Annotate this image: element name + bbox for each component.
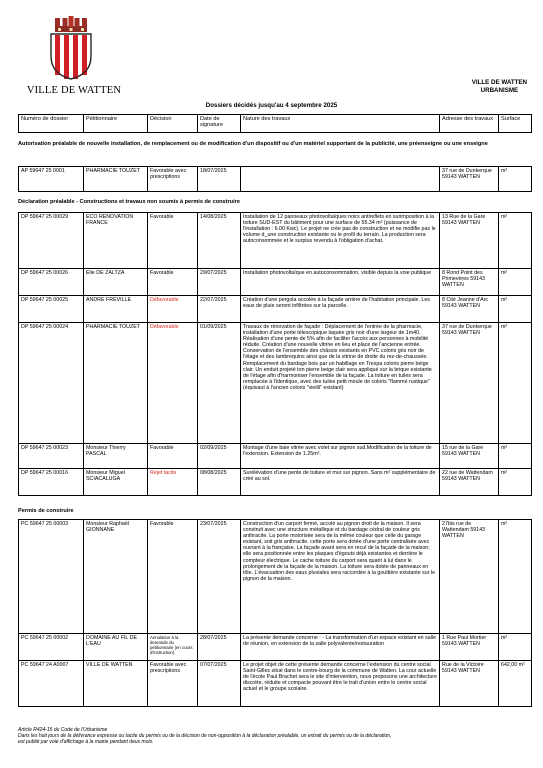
table-row: [19, 269, 532, 296]
cell-num: DP 59647 25 00029: [19, 213, 84, 269]
table-row: [19, 444, 532, 469]
cell-date: 08/08/2025: [198, 469, 241, 496]
cell-num: DP 59647 25 00026: [19, 269, 84, 296]
cell-nature: Création d'une pergola accolée à la façade arrière de l'habitation principale. Les eaux de pluie seront infiltrées sur la parcelle.: [241, 296, 440, 323]
cell-nature: Installation photovoltaïque en autoconsommation, visible depuis la voie publique: [241, 269, 440, 296]
cell-num: DP 59647 25 00024: [19, 323, 84, 444]
cell-decision: Annulation à la demande du pétitionnaire (en cours d'instruction): [148, 634, 198, 661]
table-ap: [18, 166, 532, 192]
legal-footer: [18, 727, 531, 746]
table-row: [19, 213, 532, 269]
cell-date: 02/09/2025: [198, 444, 241, 469]
section-title-ap: Autorisation préalable de nouvelle installation, de remplacement ou de modification d'un dispositif ou d'un matériel supportant de la publicité, une préenseigne ou une enseigne: [18, 141, 488, 147]
cell-address: 15 rue de la Gare 59143 WATTEN: [440, 444, 499, 469]
cell-petitioner: ECO RENOVATION FRANCE: [84, 213, 148, 269]
column-header-row: [19, 115, 532, 133]
table-row: [19, 296, 532, 323]
cell-surface: m²: [499, 213, 532, 269]
cell-address: 1 Rue Paul Mortier 59143 WATTEN: [440, 634, 499, 661]
cell-nature: Montage d'une baie vitrée avec volet sur pignon sud.Modification de la toiture de l'extension. Extension de 1.25m².: [241, 444, 440, 469]
cell-num: AP 59647 25 0001: [19, 167, 84, 192]
organization-header: [472, 79, 527, 95]
cell-date: 23/07/2025: [198, 520, 241, 634]
col-header-petitioner: Pétitionnaire: [84, 115, 148, 133]
cell-petitioner: PHARMACIE TOUZET: [84, 323, 148, 444]
col-header-address: Adresse des travaux: [440, 115, 499, 133]
col-header-decision: Décision: [148, 115, 198, 133]
cell-num: DP 59647 25 00016: [19, 469, 84, 496]
cell-num: PC 59647 24 A0007: [19, 661, 84, 707]
cell-surface: m²: [499, 634, 532, 661]
cell-surface: m²: [499, 323, 532, 444]
cell-address: 8 Cité Jeanne d'Arc 59143 WATTEN: [440, 296, 499, 323]
cell-nature: Surélévation d'une pente de toiture et mur sur pignon. Sans m² supplémentaire de créé au sol.: [241, 469, 440, 496]
table-row: [19, 167, 532, 192]
cell-surface: m²: [499, 469, 532, 496]
cell-decision: Favorable avec prescriptions: [148, 167, 198, 192]
cell-petitioner: PHARMACIE TOUZET: [84, 167, 148, 192]
cell-date: 22/07/2025: [198, 296, 241, 323]
cell-surface: m²: [499, 520, 532, 634]
cell-decision: Favorable: [148, 444, 198, 469]
section-title-pc: Permis de construire: [18, 508, 74, 514]
cell-date: 28/07/2025: [198, 634, 241, 661]
table-row: [19, 520, 532, 634]
table-row: [19, 661, 532, 707]
cell-address: 27bis rue de Wattendam 59143 WATTEN: [440, 520, 499, 634]
cell-num: DP 59647 25 00025: [19, 296, 84, 323]
cell-date: 01/09/2025: [198, 323, 241, 444]
cell-address: Rue de la Victoire 59143 WATTEN: [440, 661, 499, 707]
cell-date: 14/08/2025: [198, 213, 241, 269]
cell-address: 37 rue de Dunkerque 59143 WATTEN: [440, 167, 499, 192]
footer-text-1: Dans les huit jours de la délivrance expresse ou tacite du permis ou de la décision de non-opposition à la déclaration préalable, un extrait du permis ou de la déclaration,: [18, 733, 392, 740]
cell-nature: Installation de 12 panneaux photovoltaïques noirs antireflets en surimposition à la toiture SUD-EST du bâtiment pour une surface de 55.34 m² (puissance de l'installation : 6.00 Kwc). Le projet ne crée pas de construction et ne modifie pas le volume d_une construction existante ou le profil du terrain. La production sera autoconsommée et le surplus revendu à l'obligation d'achat.: [241, 213, 440, 269]
cell-date: 18/07/2025: [198, 167, 241, 192]
col-header-surface: Surface: [499, 115, 532, 133]
cell-petitioner: Monsieur Miguel SCIACALUGA: [84, 469, 148, 496]
org-name: VILLE DE WATTEN: [471, 79, 527, 86]
town-name: VILLE DE WATTEN: [26, 85, 122, 96]
cell-nature: Travaux de rénovation de façade : Déplacement de l'entrée de la pharmacie, installation d'une porte télescopique laquée gris noir d'une largeur de 1m40. Réalisation d'une pente de 5% afin de faciliter l'accès aux personnes à mobilité réduite. Création d'une nouvelle vitrine en lieu et place de l'ancienne entrée. Conservation de l'ensemble des châssis existants en PVC coloris gris noir de l'étage et des lambrequins ainsi que de la vitrine de droite du rez-de-chaussée. Remplacement du bardage bois par un habillage en Trespa coloris pierre beige clair. Un enduit projeté ton pierre beige clair sera appliqué sur la brique existante de l'étage afin d'harmoniser l'ensemble de la façade. La toiture en tuiles sera remplacée à l'identique, avec des tuiles petit moule de coloris "flammé rustique" (équivaut à l'ancien coloris "vieilli" existant): [241, 323, 440, 444]
cell-decision: Favorable avec prescriptions: [148, 661, 198, 707]
cell-surface: 642,00 m²: [499, 661, 532, 707]
cell-petitioner: ANDRE FREVILLE: [84, 296, 148, 323]
cell-date: 29/07/2025: [198, 269, 241, 296]
cell-petitioner: Elie DE ZALTZA: [84, 269, 148, 296]
cell-address: 37 rue de Dunkerque 59143 WATTEN: [440, 323, 499, 444]
document-title: Dossiers décidés jusqu'au 4 septembre 2025: [205, 102, 338, 109]
cell-petitioner: VILLE DE WATTEN: [84, 661, 148, 707]
table-dp: [18, 212, 532, 496]
cell-address: 13 Rue de la Gare 59143 WATTEN: [440, 213, 499, 269]
cell-decision: Défavorable: [148, 296, 198, 323]
cell-decision: Rejet tacite: [148, 469, 198, 496]
cell-petitioner: DOMAINE AU FIL DE L'EAU: [84, 634, 148, 661]
section-title-dp: Déclaration préalable - Constructions et travaux non soumis à permis de construire: [18, 199, 240, 205]
cell-num: PC 59647 25 00002: [19, 634, 84, 661]
table-row: [19, 469, 532, 496]
col-header-date: Date de signature: [198, 115, 241, 133]
cell-num: DP 59647 25 00023: [19, 444, 84, 469]
cell-num: PC 59647 25 00003: [19, 520, 84, 634]
cell-surface: m²: [499, 296, 532, 323]
cell-petitioner: Monsieur Raphaël GIONNANE: [84, 520, 148, 634]
cell-decision: Favorable: [148, 269, 198, 296]
cell-nature: Construction d'un carport fermé, accolé au pignon droit de la maison. Il sera construit avec une structure métallique et du bardage cédral de couleur gris anthracite. La porte motorisée sera de la même couleur que celle du garage existant, soit gris anthracite. cette porte sera dotée d'une porte centralisée avec ouvrant à la française. La façade avant sera en recul de la façade de la maison; elle sera positionnée entre les plaques d'égouts déjà existantes et derrière le compteur électrique. Le cache toiture du carport sera quant à lui dans le prolongement de la façade de la maison. La toiture sera dotée de panneaux en tôle. L'évacuation des eaux pluviales sera raccordée à la gouttière existante sur le pignon de la maison.: [241, 520, 440, 634]
coat-of-arms-logo: [47, 16, 95, 80]
cell-surface: m²: [499, 444, 532, 469]
col-header-nature: Nature des travaux: [241, 115, 440, 133]
footer-article: Article R424-15 du Code de l'Urbanisme: [18, 727, 108, 733]
cell-decision: Favorable: [148, 520, 198, 634]
cell-surface: m²: [499, 167, 532, 192]
cell-address: 8 Rond Point des Primevères 59143 WATTEN: [440, 269, 499, 296]
cell-date: 07/07/2025: [198, 661, 241, 707]
table-row: [19, 323, 532, 444]
cell-nature: La présente demande concerne : - La transformation d'un espace existant en salle de réunion, en extension de la salle polyvalente/restauration: [241, 634, 440, 661]
cell-surface: m²: [499, 269, 532, 296]
footer-text-2: est publié par voie d'affichage à la mairie pendant deux mois.: [18, 739, 154, 746]
cell-address: 22 rue de Wattendam 59143 WATTEN: [440, 469, 499, 496]
cell-decision: Défavorable: [148, 323, 198, 444]
table-row: [19, 634, 532, 661]
org-department: URBANISME: [480, 87, 519, 94]
cell-decision: Favorable: [148, 213, 198, 269]
col-header-num: Numéro de dossier: [19, 115, 84, 133]
cell-nature: [241, 167, 440, 192]
column-header-table: [18, 114, 532, 133]
cell-petitioner: Monsieur Thierry PASCAL: [84, 444, 148, 469]
table-pc: [18, 519, 532, 707]
cell-nature: Le projet objet de cette présente demande concerne l'extension du centre social Saint-Gilles situé dans le centre-bourg de la commune de Watten. La cour actuelle de l'école Paul Brachet sera le site d'intervention, nous proposons une architecture discrète, réduite et compacte pouvant être le trait d'union entre le centre social actuel et le groupe scolaire.: [241, 661, 440, 707]
